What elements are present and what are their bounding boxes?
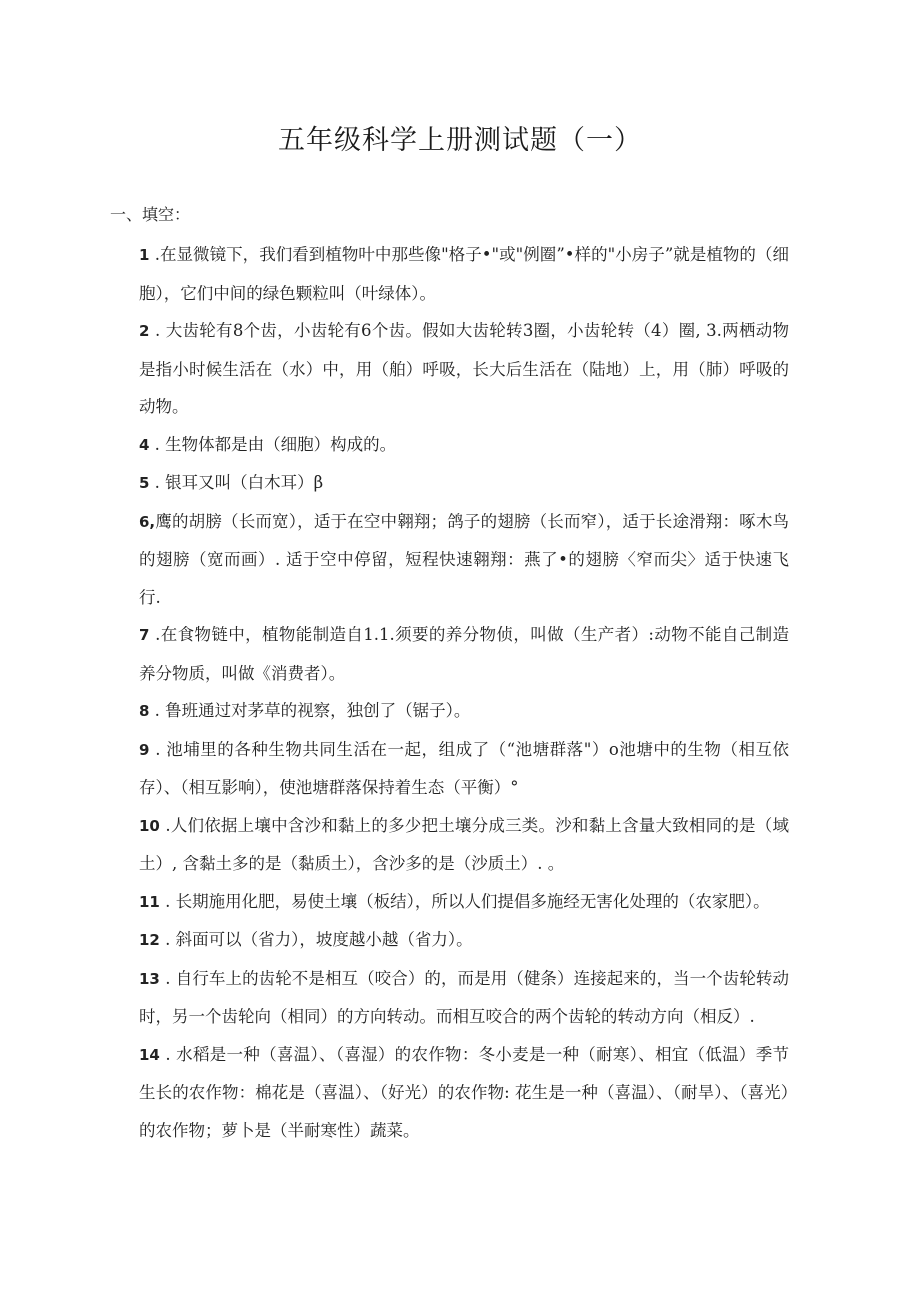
question-number: 4 <box>139 435 150 454</box>
question-item-5 <box>139 464 789 503</box>
question-item-6 <box>139 503 789 617</box>
question-item-11 <box>139 883 789 922</box>
question-number: 6, <box>139 512 156 531</box>
question-text: . 生物体都是由（细胞）构成的。 <box>149 434 397 454</box>
question-text: . 斜面可以（省力），坡度越小越（省力）。 <box>159 930 473 949</box>
question-number: 13 <box>139 969 160 988</box>
question-item-10 <box>139 807 789 883</box>
question-number: 1 <box>139 246 150 264</box>
section-heading: 一、填空： <box>110 205 191 224</box>
question-number: 11 <box>139 892 160 911</box>
question-text: . 长期施用化肥，易使土壤（板结），所以人们提倡多施经无害化处理的（农家肥）。 <box>159 891 770 911</box>
question-text: . 水稻是一种（喜温）、（喜湿）的农作物：冬小麦是一种（耐寒）、相宜（低温）季节生长的农作物：棉花是（喜温）、（好光）的农作物: 花生是一种（喜温）、（耐旱）、（喜光）的农作物；萝卜是（半耐寒性）蔬菜。 <box>139 1044 789 1140</box>
question-item-14 <box>139 1036 789 1150</box>
question-item-7 <box>139 616 789 692</box>
question-number: 5 <box>139 474 150 492</box>
question-text: . 自行车上的齿轮不是相互（咬合）的，而是用（健条）连接起来的，当一个齿轮转动时，另一个齿轮向（相同）的方向转动。而相互咬合的两个齿轮的转动方向（相反）. <box>139 968 789 1026</box>
question-text: . 银耳又叫（白木耳）β <box>149 473 324 492</box>
question-text: .在食物链中，植物能制造自1.1.须要的养分物侦，叫做（生产者）:动物不能自己制造养分物质，叫做《消费者）。 <box>139 625 789 683</box>
question-item-1 <box>139 236 789 312</box>
question-number: 12 <box>139 931 160 949</box>
question-text: . 鲁班通过对茅草的视察，独创了（锯子）。 <box>149 701 471 720</box>
question-number: 2 <box>139 322 150 340</box>
question-text: . 池埔里的各种生物共同生活在一起，组成了（“池塘群落"）o池塘中的生物（相互依存）、（相互影响），使池塘群落保持着生态（平衡）° <box>139 739 789 797</box>
question-item-2 <box>139 312 789 426</box>
question-item-4 <box>139 426 789 465</box>
question-number: 7 <box>139 626 150 644</box>
question-text: . 大齿轮有8个齿，小齿轮有6个齿。假如大齿轮转3圈，小齿轮转（4）圈, 3.两栖动物是指小时候生活在（水）中，用（舶）呼吸，长大后生活在（陆地）上，用（肺）呼吸的动物。 <box>139 321 789 416</box>
question-item-8 <box>139 692 789 731</box>
question-number: 8 <box>139 702 150 720</box>
question-item-9 <box>139 731 789 807</box>
question-text: 鹰的胡膀（长而宽），适于在空中翱翔；鸽子的翅膀（长而窄），适于长途滑翔：啄木鸟的翅膀（宽而画）. 适于空中停留，短程快速翱翔：燕了•的翅膀〈窄而尖〉适于快速飞行. <box>139 511 789 607</box>
question-number: 9 <box>139 740 150 759</box>
question-text: .人们依据上壤中含沙和黏上的多少把土壤分成三类。沙和黏上含量大致相同的是（域土）, 含黏土多的是（黏质土），含沙多的是（沙质土）. 。 <box>139 815 789 873</box>
question-item-12 <box>139 921 789 960</box>
question-item-13 <box>139 960 789 1036</box>
question-number: 10 <box>139 816 160 835</box>
question-text: .在显微镜下，我们看到植物叶中那些像"格子•"或"例圈”•样的"小房子”就是植物的（细胞），它们中间的绿色颗粒叫（叶绿体）。 <box>139 245 789 303</box>
question-list <box>139 236 789 1149</box>
document-title: 五年级科学上册测试题（一） <box>278 125 642 156</box>
question-number: 14 <box>139 1045 160 1064</box>
